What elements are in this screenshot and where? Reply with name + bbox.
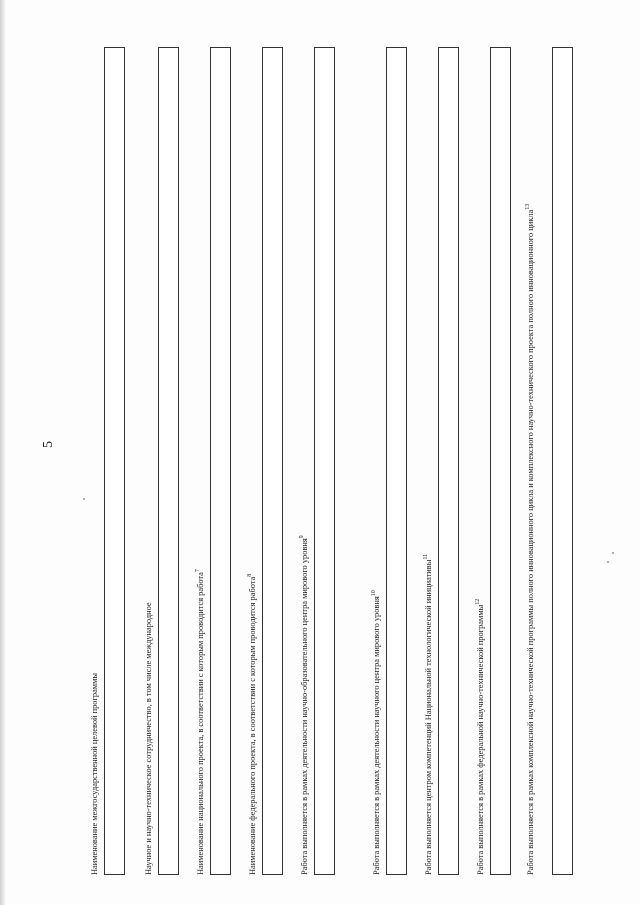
field-input-box[interactable]: [210, 47, 231, 875]
form-content: [60, 45, 600, 875]
field-input-box[interactable]: [104, 47, 125, 875]
field-input-box[interactable]: [314, 47, 335, 875]
scan-speck: [607, 561, 609, 563]
field-label: Работа выполняется в рамках федеральной научно-технической программы$^{12}$: [475, 598, 485, 875]
scan-speck: [83, 498, 85, 500]
field-input-box[interactable]: [438, 47, 459, 875]
field-input-box[interactable]: [386, 47, 407, 875]
field-label: Работа выполняется в рамках деятельности научно-образовательного центра мирового уровня$^9$: [299, 535, 309, 875]
field-input-box[interactable]: [490, 47, 511, 875]
field-label: Работа выполняется в рамках деятельности научного центра мирового уровня$^{10}$: [371, 590, 381, 875]
field-input-box[interactable]: [262, 47, 283, 875]
field-label: Наименование федерального проекта, в соответствии с которым проводится работа$^8$: [247, 573, 257, 875]
page-number: 5: [41, 441, 56, 448]
field-label: Работа выполняется центром компетенций Национальной технологической инициативы$^{11}$: [423, 553, 433, 875]
field-input-box[interactable]: [552, 47, 573, 875]
field-input-box[interactable]: [158, 47, 179, 875]
field-label: Научное и научно-техническое сотрудничество, в том числе международное: [144, 602, 153, 875]
scan-speck: [612, 552, 614, 554]
field-label: Работа выполняется в рамках комплексной научно-технической программы полного инновационного цикла и комплексного научно-технического проекта полного инновационного цикла$^{13}$: [525, 203, 535, 875]
field-label: Наименование национального проекта, в соответствии с которым проводится работа$^7$: [195, 569, 205, 875]
scan-edge: [0, 0, 6, 905]
field-label: Наименование межгосударственной целевой программы: [90, 672, 99, 875]
